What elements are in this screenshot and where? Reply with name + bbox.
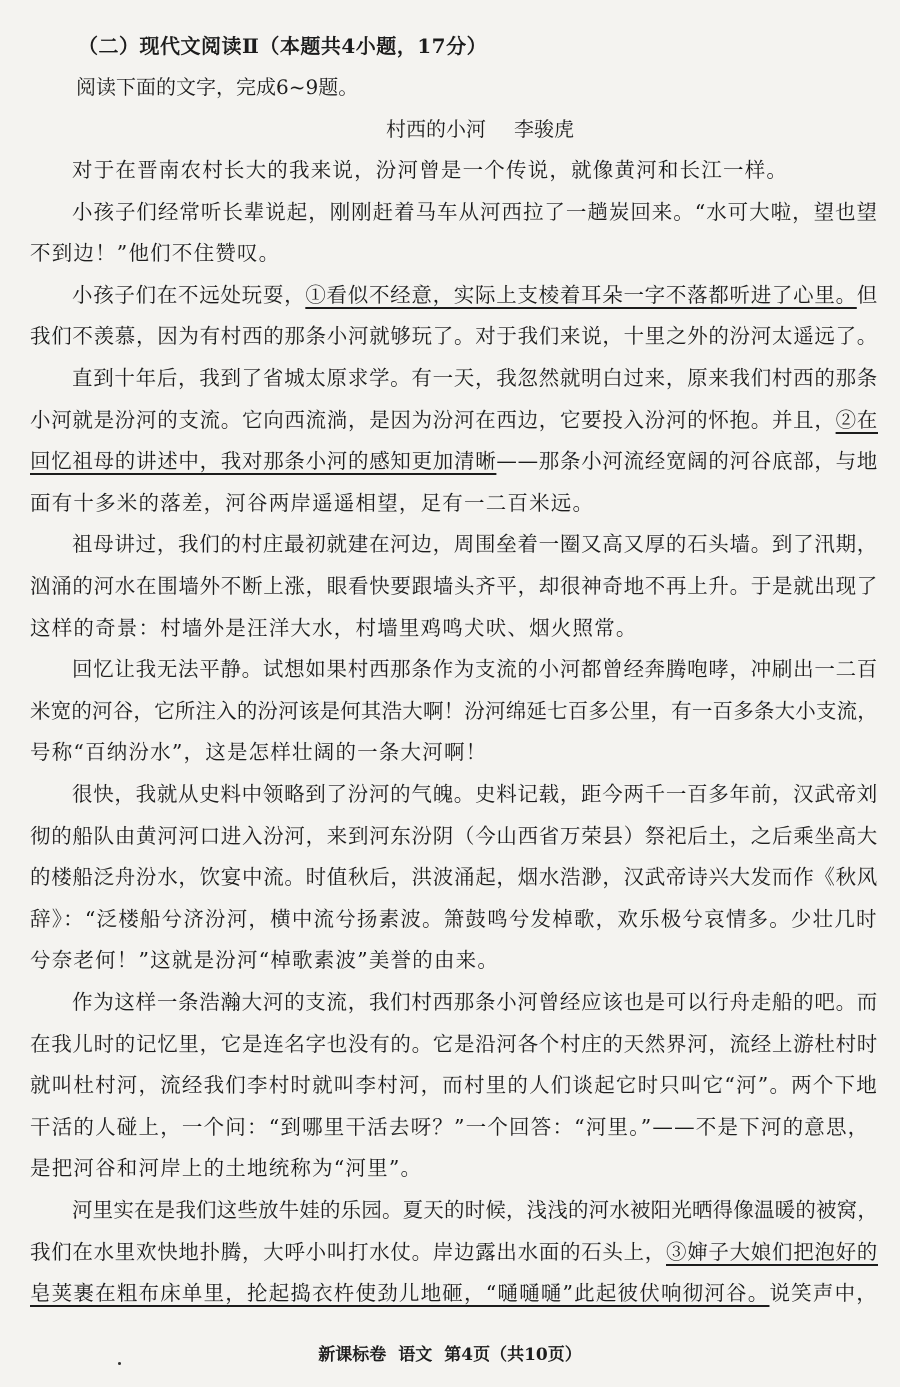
footer-page-number: 第4页（共10页） [444, 1345, 582, 1365]
text-line: 彻的船队由黄河河口进入汾河，来到河东汾阴（今山西省万荣县）祭祀后土，之后乘坐高大 [30, 824, 878, 848]
text-line: 不到边！”他们不住赞叹。 [30, 241, 281, 265]
article-author: 李骏虎 [514, 117, 574, 141]
text-line: 河里实在是我们这些放牛娃的乐园。夏天的时候，浅浅的河水被阳光晒得像温暖的被窝， [72, 1198, 878, 1222]
text-line: 直到十年后，我到了省城太原求学。有一天，我忽然就明白过来，原来我们村西的那条 [72, 366, 878, 390]
underlined-sentence: ②在 [835, 408, 878, 432]
text-line [30, 1276, 878, 1306]
text-line: 在我儿时的记忆里，它是连名字也没有的。它是沿河各个村庄的天然界河，流经上游杜村时 [30, 1032, 878, 1056]
underlined-sentence: ①看似不经意，实际上支棱着耳朵一字不落都听进了心里。 [305, 283, 857, 307]
footer-exam-name: 新课标卷 [318, 1345, 387, 1365]
text-segment: 小孩子们在不远处玩耍， [72, 283, 306, 307]
page-footer [0, 1340, 900, 1365]
reading-instruction: 阅读下面的文字，完成6~9题。 [76, 75, 359, 99]
text-line: 小孩子们经常听长辈说起，刚刚赶着马车从河西拉了一趟炭回来。“水可大啦，望也望 [72, 200, 878, 224]
text-line: 兮奈老何！”这就是汾河“棹歌素波”美誉的由来。 [30, 948, 500, 972]
text-segment: 我们在水里欢快地扑腾，大呼小叫打水仗。岸边露出水面的石头上， [30, 1240, 666, 1264]
scan-speck [118, 1362, 121, 1365]
text-line [72, 278, 878, 308]
text-line: 是把河谷和河岸上的土地统称为“河里”。 [30, 1156, 423, 1180]
text-line: 对于在晋南农村长大的我来说，汾河曾是一个传说，就像黄河和长江一样。 [72, 158, 789, 182]
footer-subject: 语文 [398, 1345, 433, 1365]
text-line [30, 1235, 878, 1265]
text-segment: 但 [856, 283, 878, 307]
text-segment: ——那条小河流经宽阔的河谷底部，与地 [496, 449, 878, 473]
text-line: 我们不羡慕，因为有村西的那条小河就够玩了。对于我们来说，十里之外的汾河太遥远了。 [30, 324, 878, 348]
section-heading: （二）现代文阅读Ⅱ（本题共4小题，17分） [78, 34, 488, 58]
text-line: 祖母讲过，我们的村庄最初就建在河边，周围垒着一圈又高又厚的石头墙。到了汛期， [72, 532, 878, 556]
text-segment: 说笑声中， [769, 1281, 878, 1305]
text-line: 面有十多米的落差，河谷两岸遥遥相望，足有一二百米远。 [30, 491, 595, 515]
text-line: 辞》：“泛楼船兮济汾河，横中流兮扬素波。箫鼓鸣兮发棹歌，欢乐极兮哀情多。少壮几时 [30, 907, 878, 931]
text-line: 米宽的河谷，它所注入的汾河该是何其浩大啊！汾河绵延七百多公里，有一百多条大小支流， [30, 699, 878, 723]
underlined-sentence: ③婶子大娘们把泡好的 [666, 1240, 878, 1264]
text-segment: 小河就是汾河的支流。它向西流淌，是因为汾河在西边，它要投入汾河的怀抱。并且， [30, 408, 836, 432]
article-title-line [386, 113, 574, 142]
text-line: 作为这样一条浩瀚大河的支流，我们村西那条小河曾经应该也是可以行舟走船的吧。而 [72, 990, 878, 1014]
text-line: 就叫杜村河，流经我们李村时就叫李村河，而村里的人们谈起它时只叫它“河”。两个下地 [30, 1073, 878, 1097]
article-title: 村西的小河 [386, 117, 486, 141]
text-line: 干活的人碰上，一个问：“到哪里干活去呀？”一个回答：“河里。”——不是下河的意思， [30, 1115, 870, 1139]
text-line: 很快，我就从史料中领略到了汾河的气魄。史料记载，距今两千一百多年前，汉武帝刘 [72, 782, 878, 806]
text-line: 汹涌的河水在围墙外不断上涨，眼看快要跟墙头齐平，却很神奇地不再上升。于是就出现了 [30, 574, 878, 598]
underlined-sentence: 皂荚裹在粗布床单里，抡起捣衣杵使劲儿地砸，“嗵嗵嗵”此起彼伏响彻河谷。 [30, 1281, 770, 1305]
text-line: 的楼船泛舟汾水，饮宴中流。时值秋后，洪波涌起，烟水浩渺，汉武帝诗兴大发而作《秋风 [30, 865, 878, 889]
underlined-sentence: 回忆祖母的讲述中，我对那条小河的感知更加清晰 [30, 449, 497, 473]
text-line [30, 444, 878, 474]
text-line: 回忆让我无法平静。试想如果村西那条作为支流的小河都曾经奔腾咆哮，冲刷出一二百 [72, 657, 878, 681]
text-line: 号称“百纳汾水”，这是怎样壮阔的一条大河啊！ [30, 740, 488, 764]
text-line [30, 403, 878, 433]
text-line: 这样的奇景：村墙外是汪洋大水，村墙里鸡鸣犬吠、烟火照常。 [30, 616, 638, 640]
